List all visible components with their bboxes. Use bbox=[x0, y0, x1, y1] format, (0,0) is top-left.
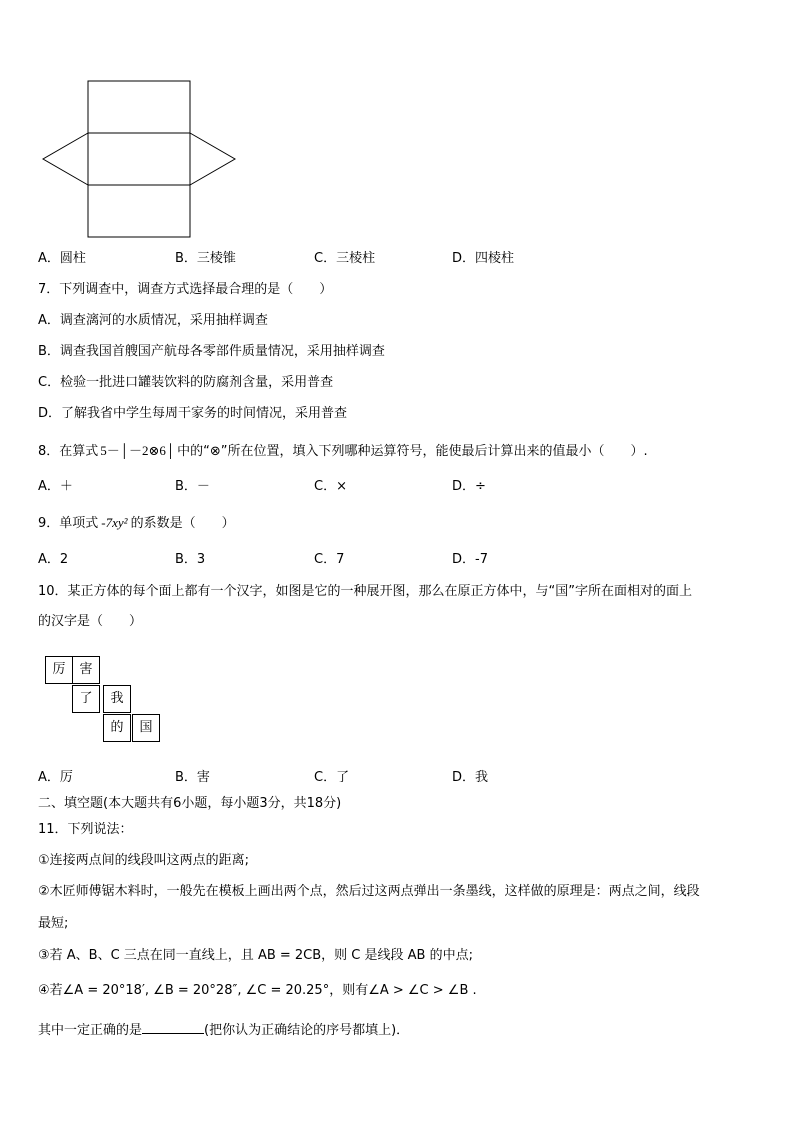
q8-stem bbox=[38, 443, 648, 460]
net-cell-5: 的 bbox=[103, 714, 131, 742]
net-cell-3: 了 bbox=[72, 685, 100, 713]
q10-option-d: D．我 bbox=[452, 770, 489, 785]
q8-stem-start: 8．在算式 bbox=[38, 444, 99, 459]
q9-stem bbox=[38, 515, 235, 532]
q8-stem-end: 中的“⊗”所在位置，填入下列哪种运算符号，能使最后计算出来的值最小（ ）. bbox=[177, 444, 648, 459]
net-cell-2: 害 bbox=[72, 656, 100, 684]
prism-net-figure bbox=[38, 78, 242, 240]
q11-item-2-line2: 最短; bbox=[38, 916, 69, 931]
q6-option-c: C．三棱柱 bbox=[314, 251, 376, 266]
q11-conclusion-end: (把你认为正确结论的序号都填上)． bbox=[204, 1023, 410, 1038]
q11-conclusion-start: 其中一定正确的是 bbox=[38, 1023, 143, 1038]
q11-item-4: ④若∠A = 20°18′, ∠B = 20°28″, ∠C = 20.25°，则有∠A > ∠C > ∠B . bbox=[38, 983, 477, 998]
q10-stem-line1: 10．某正方体的每个面上都有一个汉字，如图是它的一种展开图，那么在原正方体中，与“国”字所在面相对的面上 bbox=[38, 584, 693, 599]
q9-option-c: C．7 bbox=[314, 552, 345, 567]
q11-stem: 11．下列说法： bbox=[38, 822, 133, 837]
q7-option-b: B．调查我国首艘国产航母各零部件质量情况，采用抽样调查 bbox=[38, 344, 385, 359]
q11-item-2-line1: ②木匠师傅锯木料时，一般先在模板上画出两个点，然后过这两点弹出一条墨线，这样做的原理是：两点之间，线段 bbox=[38, 884, 700, 899]
q9-expression: -7xy² bbox=[101, 515, 128, 530]
q10-option-a: A．厉 bbox=[38, 770, 73, 785]
net-middle-rect bbox=[88, 133, 190, 185]
net-cell-4: 我 bbox=[103, 685, 131, 713]
q6-option-d: D．四棱柱 bbox=[452, 251, 515, 266]
q11-item-1: ①连接两点间的线段叫这两点的距离; bbox=[38, 853, 250, 868]
q9-option-d: D．-7 bbox=[452, 552, 488, 567]
q11-item-3: ③若 A、B、C 三点在同一直线上，且 AB = 2CB，则 C 是线段 AB 的中点; bbox=[38, 948, 473, 963]
net-right-triangle bbox=[190, 133, 235, 185]
section-heading: 二、填空题(本大题共有6小题，每小题3分，共18分) bbox=[38, 796, 342, 811]
q8-expression: 5－│－2⊗6│ bbox=[100, 443, 176, 458]
net-cell-1: 厉 bbox=[45, 656, 73, 684]
q10-option-c: C．了 bbox=[314, 770, 350, 785]
q7-stem: 7．下列调查中，调查方式选择最合理的是（ ） bbox=[38, 282, 333, 297]
q6-option-a: A．圆柱 bbox=[38, 251, 86, 266]
q8-option-d: D．÷ bbox=[452, 479, 486, 494]
q9-stem-start: 9．单项式 bbox=[38, 516, 99, 531]
net-cell-6: 国 bbox=[132, 714, 160, 742]
q9-option-b: B．3 bbox=[175, 552, 206, 567]
answer-blank[interactable] bbox=[142, 1020, 204, 1034]
q8-option-a: A．＋ bbox=[38, 479, 73, 494]
q9-option-a: A．2 bbox=[38, 552, 69, 567]
q10-stem-line2: 的汉字是（ ） bbox=[38, 614, 143, 629]
net-left-triangle bbox=[43, 133, 88, 185]
net-top-rect bbox=[88, 81, 190, 133]
q8-option-c: C．× bbox=[314, 479, 347, 494]
q6-option-b: B．三棱锥 bbox=[175, 251, 236, 266]
q7-option-c: C．检验一批进口罐装饮料的防腐剂含量，采用普查 bbox=[38, 375, 334, 390]
q9-stem-end: 的系数是（ ） bbox=[130, 516, 235, 531]
q8-option-b: B．－ bbox=[175, 479, 210, 494]
q10-option-b: B．害 bbox=[175, 770, 210, 785]
q11-conclusion bbox=[38, 1020, 409, 1039]
q7-option-d: D．了解我省中学生每周干家务的时间情况，采用普查 bbox=[38, 406, 348, 421]
q7-option-a: A．调查漓河的水质情况，采用抽样调查 bbox=[38, 313, 268, 328]
net-bottom-rect bbox=[88, 185, 190, 237]
